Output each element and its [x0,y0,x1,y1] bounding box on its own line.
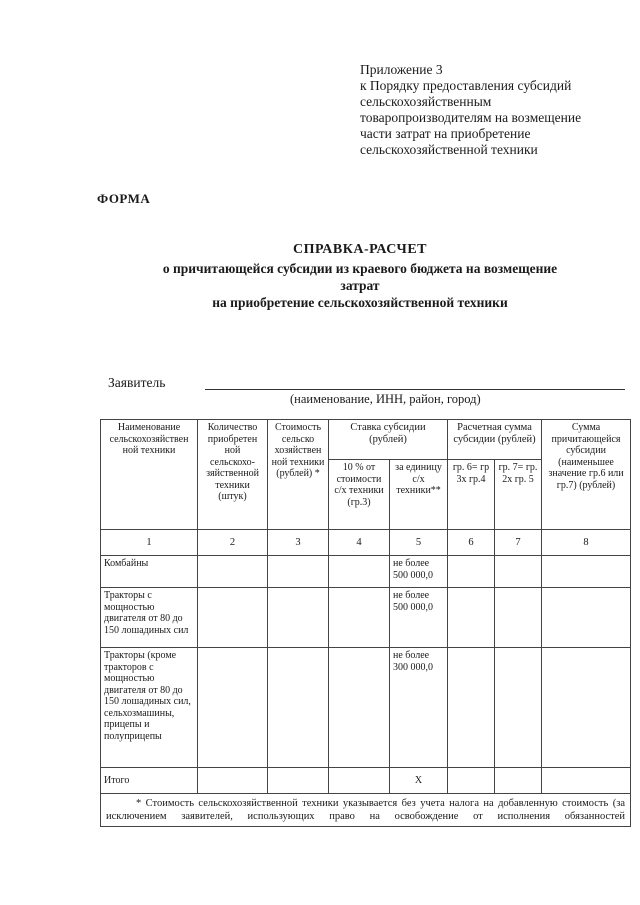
cell-calc-6 [448,588,495,648]
applicant-label: Заявитель [108,375,166,390]
table-row-other-tractors [101,648,631,768]
header-col-2: Количество приобретен ной сельскохо-зяйственной техники (штук) [198,420,268,530]
cell-quantity [198,556,268,588]
applicant-hint: (наименование, ИНН, район, город) [290,392,481,406]
header-col-4: 10 % от стоимости с/х техники (гр.3) [329,460,390,530]
cell-quantity [198,768,268,794]
header-row-1 [101,420,631,460]
total-label: Итого [101,768,198,794]
column-numbers-row [101,530,631,556]
cell-rate-percent [329,588,390,648]
cell-total [542,588,631,648]
subsidy-calculation-table [100,419,631,827]
header-rate-group: Ставка субсидии (рублей) [329,420,448,460]
cell-calc-7 [495,588,542,648]
cell-calc-7 [495,556,542,588]
cell-quantity [198,648,268,768]
column-number: 4 [329,530,390,556]
applicant-fill-line [205,389,625,390]
appendix-text: к Порядку предоставления субсидий сельскохозяйственным товаропроизводителям на возмещение части затрат на приобретение сельскохозяйственной техники [360,78,582,157]
cell-rate-unit: не более 500 000,0 [390,588,448,648]
header-col-3: Стоимость сельско хозяйствен ной техники (рублей) * [268,420,329,530]
footnote-content: * Стоимость сельскохозяйственной техники указывается без учета налога на добавленную стоимость (за исключением заявителей, использующих право на освобождение от исполнения обязанностей [106,798,626,822]
row-name: Тракторы (кроме тракторов с мощностью двигателя от 80 до 150 лошадиных сил, сельхозмашины, прицепы и полуприцепы [101,648,198,768]
cell-rate-unit: не более 300 000,0 [390,648,448,768]
cell-total [542,556,631,588]
cell-calc-6 [448,648,495,768]
header-col-1: Наименование сельскохозяйствен ной техники [101,420,198,530]
table-row-combines [101,556,631,588]
table-row-total [101,768,631,794]
cell-cost [268,648,329,768]
table-row-tractors-80-150 [101,588,631,648]
cell-rate-unit: не более 500 000,0 [390,556,448,588]
column-number: 5 [390,530,448,556]
title-line-3: на приобретение сельскохозяйственной техники [212,295,508,310]
column-number: 7 [495,530,542,556]
header-calc-group: Расчетная сумма субсидии (рублей) [448,420,542,460]
document-title [150,241,570,311]
cell-calc-7 [495,648,542,768]
header-col-5: за единицу с/х техники** [390,460,448,530]
title-line-2: о причитающейся субсидии из краевого бюджета на возмещение затрат [162,261,558,293]
column-number: 2 [198,530,268,556]
column-number: 8 [542,530,631,556]
column-number: 1 [101,530,198,556]
cell-calc-6 [448,556,495,588]
column-number: 6 [448,530,495,556]
cell-quantity [198,588,268,648]
row-name: Тракторы с мощностью двигателя от 80 до 150 лошадиных сил [101,588,198,648]
cell-total [542,768,631,794]
cell-calc-6 [448,768,495,794]
appendix-note [360,62,610,158]
cell-cost [268,768,329,794]
row-name: Комбайны [101,556,198,588]
cell-total [542,648,631,768]
cell-rate-percent [329,648,390,768]
cell-calc-7 [495,768,542,794]
header-col-7: гр. 7= гр. 2х гр. 5 [495,460,542,530]
cell-cost [268,588,329,648]
table-row-footnote [101,794,631,827]
total-x-mark: X [390,768,448,794]
header-col-6: гр. 6= гр 3х гр.4 [448,460,495,530]
cell-rate-percent [329,768,390,794]
cell-rate-percent [329,556,390,588]
header-col-8: Сумма причитающейся субсидии (наименьшее значение гр.6 или гр.7) (рублей) [542,420,631,530]
column-number: 3 [268,530,329,556]
footnote-text [101,794,631,827]
title-line-1: СПРАВКА-РАСЧЕТ [292,242,428,257]
form-label: ФОРМА [97,191,151,206]
appendix-number: Приложение 3 [360,62,443,77]
cell-cost [268,556,329,588]
